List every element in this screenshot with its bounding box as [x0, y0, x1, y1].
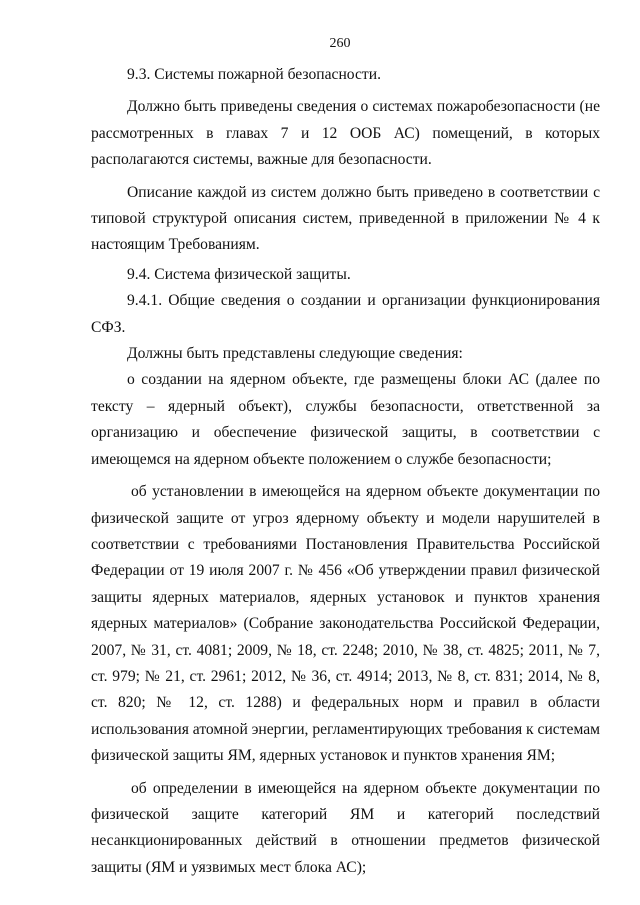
section-heading-9-4-1: 9.4.1. Общие сведения о создании и организации функционирования СФЗ. [91, 292, 600, 336]
section-heading-9-4: 9.4. Система физической защиты. [127, 265, 351, 283]
document-body [91, 62, 600, 881]
page-number: 260 [329, 36, 351, 51]
paragraph-fire-safety-info: Должно быть приведены сведения о системах пожаробезопасности (не рассмотренных в главах 7 и 12 ООБ АС) помещений, в которых располагаются системы, важные для безопасности. [91, 98, 600, 169]
paragraph-required-info: Должны быть представлены следующие сведения: [127, 345, 463, 363]
paragraph-categories-documentation: об определении в имеющейся на ядерном объекте документации по физической защите категорий ЯМ и категорий последствий несанкционированных действий в отношении предметов физической защиты (ЯМ и уязвимых мест блока АС); [91, 779, 600, 876]
paragraph-system-description: Описание каждой из систем должно быть приведено в соответствии с типовой структурой описания систем, приведенной в приложении № 4 к настоящим Требованиям. [91, 183, 600, 254]
paragraph-security-service: о создании на ядерном объекте, где размещены блоки АС (далее по тексту – ядерный объект), службы безопасности, ответственной за организацию и обеспечение физической защиты, в соответствии с имеющемся на ядерном объекте положением о службе безопасности; [91, 371, 600, 468]
section-heading-9-3: 9.3. Системы пожарной безопасности. [127, 66, 381, 83]
paragraph-threats-documentation: об установлении в имеющейся на ядерном объекте документации по физической защите от угроз ядерному объекту и модели нарушителей в соответствии с требованиями Постановления Правительства Российской Федерации от 19 июля 2007 г. № 456 «Об утверждении правил физической защиты ядерных материалов, ядерных установок и пунктов хранения ядерных материалов» (Собрание законодательства Российской Федерации, 2007, № 31, ст. 4081; 2009, № 18, ст. 2248; 2010, № 38, ст. 4825; 2011, № 7, ст. 979; № 21, ст. 2961; 2012, № 36, ст. 4914; 2013, № 8, ст. 831; 2014, № 8, ст. 820; № 12, ст. 1288) и федеральных норм и правил в области использования атомной энергии, регламентирующих требования к системам физической защиты ЯМ, ядерных установок и пунктов хранения ЯМ; [91, 483, 600, 765]
